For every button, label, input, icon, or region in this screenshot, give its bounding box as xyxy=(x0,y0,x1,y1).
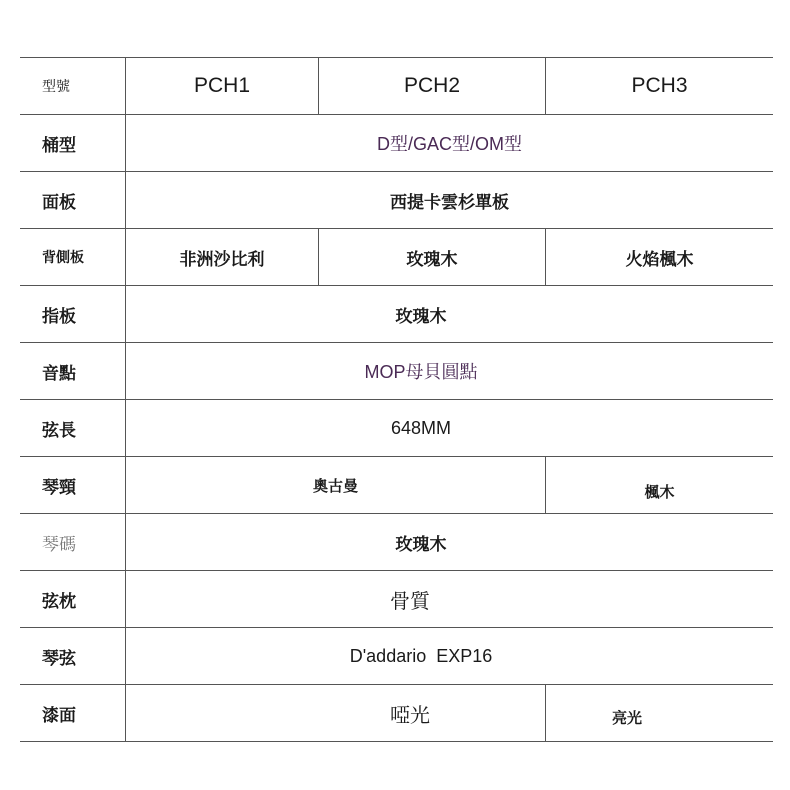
row-fingerboard xyxy=(20,285,773,342)
neck-value: 楓木 xyxy=(644,482,675,501)
spec-table xyxy=(20,57,773,742)
row-inlays xyxy=(20,342,773,399)
scale-value: 648MM xyxy=(390,417,452,438)
row-label: 指板 xyxy=(20,286,126,342)
row-value xyxy=(126,400,716,456)
row-label: 琴頸 xyxy=(20,457,126,513)
row-label: 琴弦 xyxy=(20,628,126,684)
model-pch3 xyxy=(545,58,773,114)
row-value xyxy=(126,286,716,342)
back-sides-pch1 xyxy=(126,229,318,285)
strings-value: D'addario EXP16 xyxy=(349,645,493,666)
row-label: 背側板 xyxy=(20,229,126,285)
neck-pch3 xyxy=(545,457,773,513)
row-value xyxy=(126,115,773,171)
row-scale xyxy=(20,399,773,456)
row-label: 漆面 xyxy=(20,685,126,741)
row-label: 面板 xyxy=(20,172,126,228)
row-value xyxy=(126,343,716,399)
row-label: 桶型 xyxy=(20,115,126,171)
bridge-value: 玫瑰木 xyxy=(395,534,447,555)
model-name: PCH2 xyxy=(403,74,461,97)
row-label: 弦枕 xyxy=(20,571,126,627)
header-label: 型號 xyxy=(20,58,126,114)
back-sides-value: 玫瑰木 xyxy=(406,249,458,270)
neck-value: 奧古曼 xyxy=(312,476,358,495)
finish-value: 亮光 xyxy=(612,708,643,727)
row-back-sides xyxy=(20,228,773,285)
row-value xyxy=(126,172,773,228)
finish-value: 啞光 xyxy=(390,702,430,727)
neck-pch1-pch2 xyxy=(126,457,545,513)
back-sides-pch2 xyxy=(318,229,545,285)
row-value xyxy=(126,571,694,627)
fingerboard-value: 玫瑰木 xyxy=(395,306,447,327)
row-body-shape xyxy=(20,114,773,171)
row-bridge xyxy=(20,513,773,570)
row-value xyxy=(126,514,716,570)
row-label: 音點 xyxy=(20,343,126,399)
row-neck xyxy=(20,456,773,513)
model-pch1 xyxy=(126,58,318,114)
model-name: PCH3 xyxy=(631,74,688,97)
body-shape-value: D型/GAC型/OM型 xyxy=(376,134,522,154)
row-finish xyxy=(20,684,773,742)
row-label: 弦長 xyxy=(20,400,126,456)
row-nut xyxy=(20,570,773,627)
nut-value: 骨質 xyxy=(390,588,430,613)
back-sides-value: 非洲沙比利 xyxy=(179,249,265,270)
model-name: PCH1 xyxy=(193,74,251,97)
row-strings xyxy=(20,627,773,684)
row-value xyxy=(126,628,716,684)
back-sides-pch3 xyxy=(545,229,773,285)
inlays-value: MOP母貝圓點 xyxy=(364,362,478,382)
top-value: 西提卡雲杉單板 xyxy=(390,192,509,213)
finish-pch3 xyxy=(545,685,773,741)
row-label: 琴碼 xyxy=(20,514,126,570)
model-pch2 xyxy=(318,58,545,114)
back-sides-value: 火焰楓木 xyxy=(625,249,694,270)
header-row xyxy=(20,57,773,114)
row-top xyxy=(20,171,773,228)
